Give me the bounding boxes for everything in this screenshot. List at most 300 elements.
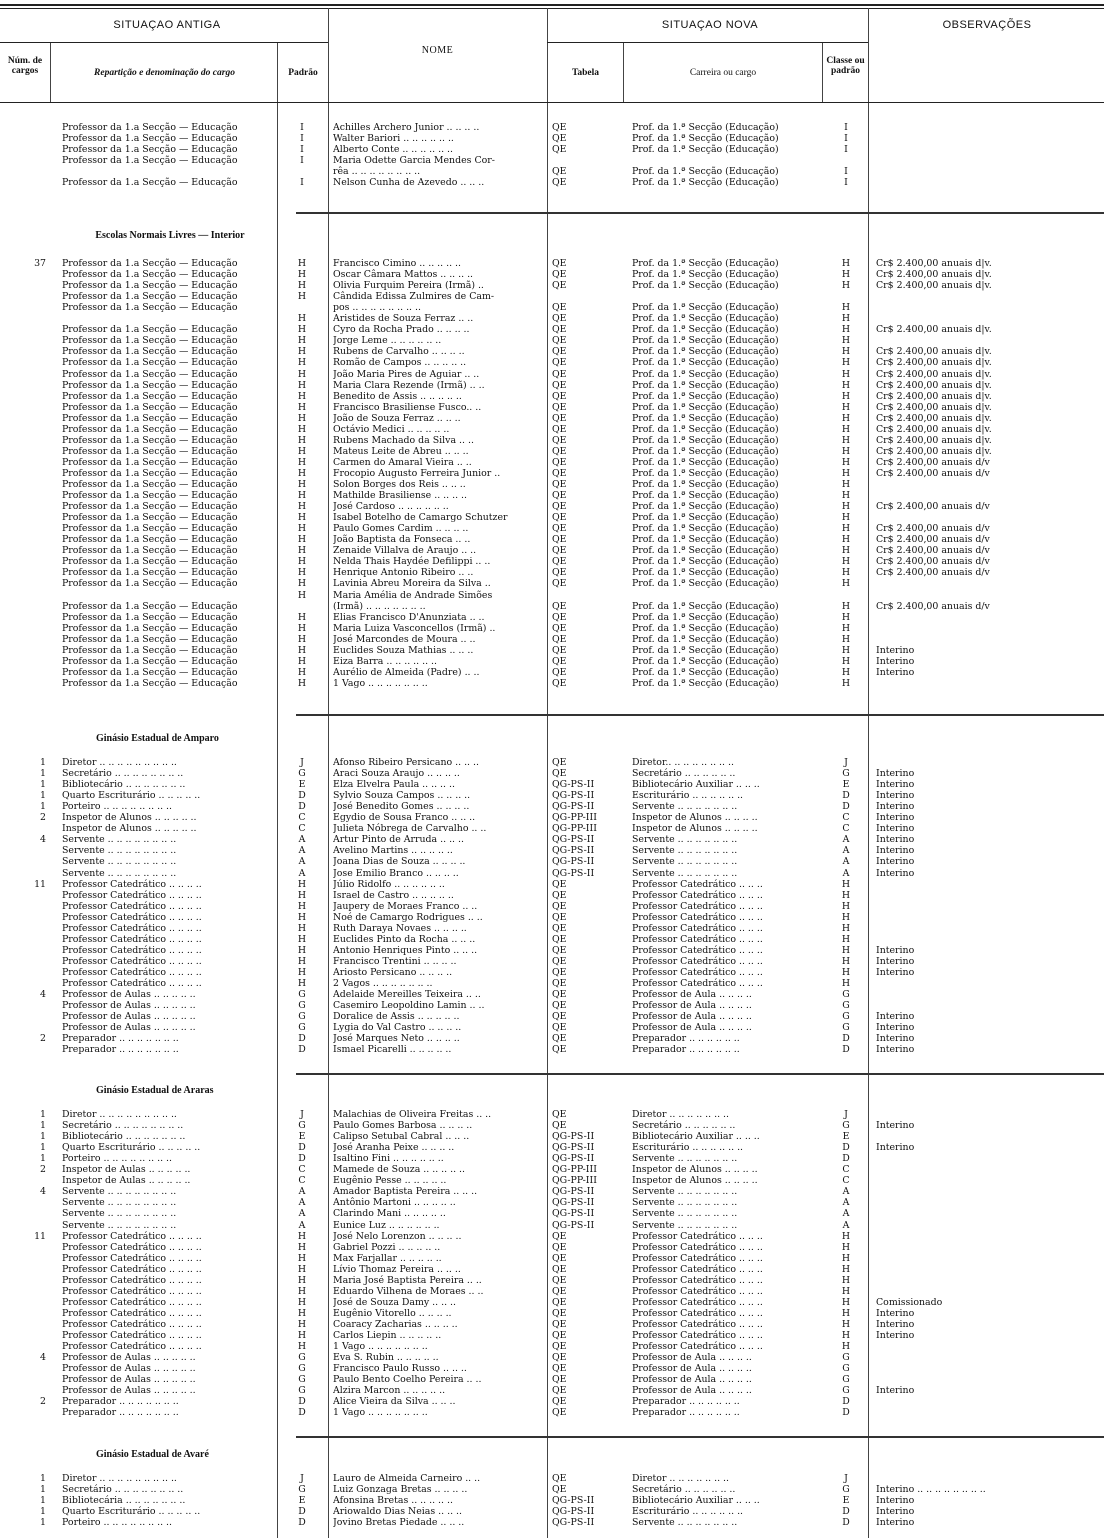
classe-cell: H	[841, 1241, 851, 1253]
tabela-cell: QE	[552, 1407, 567, 1419]
padrao-cell: H	[297, 545, 307, 557]
carreira-cell: Prof. da 1.ª Secção (Educação)	[632, 534, 779, 546]
observation-cell: Cr$ 2.400,00 anuais d/v	[876, 556, 990, 568]
classe-cell: H	[841, 955, 851, 967]
padrao-cell: H	[297, 523, 307, 535]
padrao-cell: H	[297, 313, 307, 325]
table-row	[0, 380, 1108, 391]
name-cell: Malachias de Oliveira Freitas .. ..	[333, 1109, 492, 1120]
name-cell: 1 Vago .. .. .. .. .. .. ..	[333, 1407, 428, 1419]
tabela-cell: QE	[552, 1296, 567, 1308]
tabela-cell: QE	[552, 401, 567, 413]
classe-cell: D	[842, 801, 850, 813]
carreira-cell: Prof. da 1.ª Secção (Educação)	[632, 379, 779, 391]
name-cell: Elias Francisco D'Anunziata .. ..	[333, 611, 485, 623]
classe-cell: H	[841, 280, 851, 292]
tabela-cell: QE	[552, 933, 567, 945]
num-cargos-cell: 1	[40, 1131, 46, 1143]
header-bottom-rule	[0, 102, 1104, 103]
old-position-cell: Professor da 1.a Secção — Educação	[62, 155, 238, 167]
padrao-cell: H	[297, 933, 307, 945]
table-row	[0, 656, 1108, 667]
name-cell: 1 Vago .. .. .. .. .. .. ..	[333, 1341, 428, 1353]
observation-cell: Cr$ 2.400,00 anuais d/v	[876, 600, 990, 612]
carreira-cell: Prof. da 1.ª Secção (Educação)	[632, 313, 779, 325]
old-position-cell: Bibliotecária .. .. .. .. .. .. ..	[62, 1495, 186, 1507]
carreira-cell: Professor Catedrático .. .. ..	[632, 1341, 763, 1353]
padrao-cell: H	[297, 622, 307, 634]
num-cargos-cell: 4	[40, 834, 46, 846]
name-cell: Alice Vieira da Silva .. .. ..	[333, 1396, 456, 1408]
classe-cell: H	[841, 911, 851, 923]
old-position-cell: Professor da 1.a Secção — Educação	[62, 357, 238, 369]
tabela-cell: QE	[552, 1263, 567, 1275]
observation-cell: Interino	[876, 1044, 915, 1056]
carreira-cell: Bibliotecário Auxiliar .. .. ..	[632, 779, 760, 791]
table-row	[0, 479, 1108, 490]
observation-cell: Interino	[876, 779, 915, 791]
table-row	[0, 1473, 1108, 1484]
old-position-cell: Porteiro .. .. .. .. .. .. .. ..	[62, 1153, 173, 1165]
padrao-cell: C	[298, 812, 306, 824]
table-row	[0, 1011, 1108, 1022]
padrao-cell: D	[298, 790, 306, 802]
classe-cell: H	[841, 302, 851, 314]
classe-cell: H	[841, 677, 851, 689]
padrao-cell: D	[298, 1033, 306, 1045]
padrao-cell: I	[300, 133, 304, 145]
old-position-cell: Servente .. .. .. .. .. .. .. ..	[62, 1186, 177, 1198]
old-position-cell: Preparador .. .. .. .. .. .. ..	[62, 1407, 179, 1419]
observation-cell: Interino	[876, 856, 915, 868]
padrao-cell: H	[297, 978, 307, 989]
tabela-cell: QE	[552, 368, 567, 380]
name-cell: Noé de Camargo Rodrigues .. ..	[333, 911, 483, 923]
table-row	[0, 634, 1108, 645]
carreira-cell: Prof. da 1.ª Secção (Educação)	[632, 166, 779, 178]
name-cell: Alberto Conte .. .. .. .. .. ..	[333, 144, 454, 156]
classe-cell: D	[842, 1033, 850, 1045]
observation-cell: Interino	[876, 1011, 915, 1023]
classe-cell: H	[841, 1285, 851, 1297]
table-row	[0, 424, 1108, 435]
observation-cell: Interino	[876, 966, 915, 978]
table-row	[0, 302, 1108, 313]
padrao-cell: H	[297, 944, 307, 956]
table-row	[0, 523, 1108, 534]
num-cargos-cell: 1	[40, 1153, 46, 1165]
tabela-cell: QE	[552, 768, 567, 780]
carreira-cell: Prof. da 1.ª Secção (Educação)	[632, 633, 779, 645]
old-position-cell: Professor da 1.a Secção — Educação	[62, 611, 238, 623]
tabela-cell: QE	[552, 578, 567, 590]
name-cell: Eiza Barra .. .. .. .. .. ..	[333, 655, 438, 667]
name-cell: Octávio Medici .. .. .. .. ..	[333, 423, 450, 435]
name-cell: Olivia Furquim Pereira (Irmã) ..	[333, 280, 484, 292]
carreira-cell: Escriturário .. .. .. .. .. ..	[632, 790, 744, 802]
name-cell: Lavinia Abreu Moreira da Silva ..	[333, 578, 491, 590]
old-position-cell: Professor da 1.a Secção — Educação	[62, 423, 238, 435]
num-cargos-cell: 4	[40, 1186, 46, 1198]
padrao-cell: J	[300, 757, 304, 768]
table-row	[0, 1374, 1108, 1385]
table-row	[0, 133, 1108, 144]
tabela-cell: QG-PS-II	[552, 1197, 595, 1209]
num-cargos-cell: 1	[40, 1484, 46, 1496]
old-position-cell: Professor da 1.a Secção — Educação	[62, 177, 238, 189]
table-row	[0, 601, 1108, 612]
padrao-cell: H	[297, 556, 307, 568]
old-position-cell: Professor da 1.a Secção — Educação	[62, 556, 238, 568]
name-cell: Rubens de Carvalho .. .. .. ..	[333, 346, 465, 358]
carreira-cell: Professor de Aula .. .. .. ..	[632, 1352, 752, 1364]
tabela-cell: QE	[552, 900, 567, 912]
name-cell: Rubens Machado da Silva .. ..	[333, 434, 474, 446]
old-position-cell: Professor da 1.a Secção — Educação	[62, 655, 238, 667]
old-position-cell: Professor da 1.a Secção — Educação	[62, 445, 238, 457]
tabela-cell: QG-PS-II	[552, 1219, 595, 1231]
tabela-cell: QE	[552, 412, 567, 424]
classe-cell: H	[841, 644, 851, 656]
tabela-cell: QE	[552, 1033, 567, 1045]
num-cargos-cell: 1	[40, 801, 46, 813]
name-cell: Francisco Paulo Russo .. .. ..	[333, 1363, 467, 1375]
old-position-cell: Professor Catedrático .. .. .. ..	[62, 1263, 202, 1275]
classe-cell: G	[842, 1374, 850, 1386]
padrao-cell: E	[298, 1495, 306, 1507]
padrao-cell: G	[298, 1363, 306, 1375]
classe-cell: H	[841, 622, 851, 634]
tabela-cell: QG-PS-II	[552, 779, 595, 791]
carreira-cell: Professor Catedrático .. .. ..	[632, 944, 763, 956]
carreira-cell: Diretor .. .. .. .. .. .. ..	[632, 1473, 730, 1484]
table-row	[0, 856, 1108, 867]
carreira-cell: Professor Catedrático .. .. ..	[632, 1252, 763, 1264]
tabela-cell: QE	[552, 889, 567, 901]
name-cell: José Marcondes de Moura .. ..	[333, 633, 476, 645]
classe-cell: G	[842, 1022, 850, 1034]
observation-cell: Cr$ 2.400,00 anuais d/v	[876, 456, 990, 468]
old-position-cell: Professor Catedrático .. .. .. ..	[62, 889, 202, 901]
carreira-cell: Prof. da 1.ª Secção (Educação)	[632, 523, 779, 535]
name-cell: Cândida Edissa Zulmires de Cam-	[333, 291, 495, 303]
padrao-cell: H	[297, 644, 307, 656]
padrao-cell: H	[297, 335, 307, 347]
tabela-cell: QG-PS-II	[552, 845, 595, 857]
tabela-cell: QE	[552, 567, 567, 579]
table-row	[0, 280, 1108, 291]
padrao-cell: H	[297, 666, 307, 678]
carreira-cell: Prof. da 1.ª Secção (Educação)	[632, 324, 779, 336]
table-row	[0, 1109, 1108, 1120]
tabela-cell: QE	[552, 269, 567, 281]
table-row	[0, 834, 1108, 845]
observation-cell: Interino	[876, 1506, 915, 1518]
name-cell: Israel de Castro .. .. .. .. ..	[333, 889, 454, 901]
table-row	[0, 967, 1108, 978]
padrao-cell: H	[297, 589, 307, 601]
observation-cell: Cr$ 2.400,00 anuais d|v.	[876, 368, 992, 380]
carreira-cell: Servente .. .. .. .. .. .. ..	[632, 1186, 738, 1198]
table-row	[0, 768, 1108, 779]
name-cell: Isaltino Fini .. .. .. .. .. ..	[333, 1153, 444, 1165]
table-row	[0, 1385, 1108, 1396]
classe-cell: A	[842, 1197, 850, 1209]
classe-cell: H	[841, 1274, 851, 1286]
classe-cell: I	[844, 144, 848, 156]
classe-cell: H	[841, 434, 851, 446]
tabela-cell: QE	[552, 644, 567, 656]
padrao-cell: G	[298, 1120, 306, 1132]
table-row	[0, 1341, 1108, 1352]
name-cell: Adelaide Mereilles Teixeira .. ..	[333, 989, 481, 1001]
carreira-cell: Servente .. .. .. .. .. .. ..	[632, 1219, 738, 1231]
padrao-cell: D	[298, 1396, 306, 1408]
num-cargos-cell: 2	[40, 1396, 46, 1408]
classe-cell: H	[841, 534, 851, 546]
old-position-cell: Porteiro .. .. .. .. .. .. .. ..	[62, 801, 173, 813]
padrao-cell: H	[297, 966, 307, 978]
carreira-cell: Prof. da 1.ª Secção (Educação)	[632, 346, 779, 358]
tabela-cell: QE	[552, 1000, 567, 1012]
observation-cell: Interino	[876, 955, 915, 967]
classe-cell: H	[841, 412, 851, 424]
classe-cell: D	[842, 1407, 850, 1419]
tabela-cell: QE	[552, 434, 567, 446]
padrao-cell: H	[297, 677, 307, 689]
name-cell: Euclides Pinto da Rocha .. .. ..	[333, 933, 476, 945]
section-title: Ginásio Estadual de Amparo	[96, 733, 219, 744]
padrao-cell: H	[297, 324, 307, 336]
old-position-cell: Professor de Aulas .. .. .. .. ..	[62, 1363, 196, 1375]
name-cell: Calipso Setubal Cabral .. .. ..	[333, 1131, 470, 1143]
old-position-cell: Professor Catedrático .. .. .. ..	[62, 1307, 202, 1319]
header-tabela: Tabela	[571, 68, 600, 78]
old-position-cell: Professor Catedrático .. .. .. ..	[62, 966, 202, 978]
classe-cell: H	[841, 523, 851, 535]
old-position-cell: Professor da 1.a Secção — Educação	[62, 258, 238, 269]
old-position-cell: Professor de Aulas .. .. .. .. ..	[62, 1000, 196, 1012]
carreira-cell: Professor Catedrático .. .. ..	[632, 1296, 763, 1308]
name-cell: Júlio Ridolfo .. .. .. .. .. ..	[333, 878, 445, 890]
name-cell: José Marques Neto .. .. .. ..	[333, 1033, 460, 1045]
name-cell: Solon Borges dos Reis .. .. ..	[333, 479, 466, 490]
padrao-cell: H	[297, 467, 307, 479]
padrao-cell: H	[297, 501, 307, 513]
table-row	[0, 1044, 1108, 1055]
old-position-cell: Servente .. .. .. .. .. .. .. ..	[62, 856, 177, 868]
table-row	[0, 1352, 1108, 1363]
observation-cell: Interino	[876, 1142, 915, 1154]
table-row	[0, 501, 1108, 512]
table-row	[0, 1396, 1108, 1407]
classe-cell: H	[841, 269, 851, 281]
name-cell: Aristides de Souza Ferraz .. ..	[333, 313, 474, 325]
tabela-cell: QE	[552, 757, 567, 768]
carreira-cell: Professor Catedrático .. .. ..	[632, 889, 763, 901]
padrao-cell: H	[297, 479, 307, 490]
carreira-cell: Servente .. .. .. .. .. .. ..	[632, 845, 738, 857]
classe-cell: H	[841, 490, 851, 502]
carreira-cell: Prof. da 1.ª Secção (Educação)	[632, 644, 779, 656]
header-classe: Classe ou padrão	[826, 56, 865, 76]
name-cell: Clarindo Mani .. .. .. .. ..	[333, 1208, 446, 1220]
classe-cell: J	[844, 757, 848, 768]
carreira-cell: Prof. da 1.ª Secção (Educação)	[632, 611, 779, 623]
name-cell: João Baptista da Fonseca .. ..	[333, 534, 471, 546]
table-row	[0, 1363, 1108, 1374]
tabela-cell: QG-PS-II	[552, 1506, 595, 1518]
carreira-cell: Professor Catedrático .. .. ..	[632, 1263, 763, 1275]
old-position-cell: Professor Catedrático .. .. .. ..	[62, 944, 202, 956]
padrao-cell: J	[300, 1109, 304, 1120]
padrao-cell: H	[297, 512, 307, 524]
classe-cell: A	[842, 845, 850, 857]
carreira-cell: Professor Catedrático .. .. ..	[632, 1307, 763, 1319]
carreira-cell: Secretário .. .. .. .. .. ..	[632, 1120, 736, 1132]
padrao-cell: C	[298, 1164, 306, 1176]
tabela-cell: QE	[552, 1363, 567, 1375]
carreira-cell: Prof. da 1.ª Secção (Educação)	[632, 390, 779, 402]
padrao-cell: H	[297, 357, 307, 369]
old-position-cell: Quarto Escriturário .. .. .. .. ..	[62, 790, 201, 802]
padrao-cell: A	[298, 1186, 306, 1198]
carreira-cell: Professor Catedrático .. .. ..	[632, 1274, 763, 1286]
classe-cell: D	[842, 1506, 850, 1518]
table-row	[0, 1286, 1108, 1297]
carreira-cell: Inspetor de Alunos .. .. .. ..	[632, 1175, 758, 1187]
classe-cell: A	[842, 856, 850, 868]
carreira-cell: Bibliotecário Auxiliar .. .. ..	[632, 1495, 760, 1507]
carreira-cell: Secretário .. .. .. .. .. ..	[632, 1484, 736, 1496]
section-separator	[296, 1073, 1104, 1075]
old-position-cell: Professor Catedrático .. .. .. ..	[62, 1230, 202, 1242]
padrao-cell: G	[298, 768, 306, 780]
old-position-cell: Bibliotecário .. .. .. .. .. .. ..	[62, 779, 186, 791]
padrao-cell: H	[297, 1318, 307, 1330]
padrao-cell: G	[298, 1484, 306, 1496]
old-position-cell: Professor da 1.a Secção — Educação	[62, 269, 238, 281]
classe-cell: G	[842, 1000, 850, 1012]
classe-cell: H	[841, 1296, 851, 1308]
carreira-cell: Prof. da 1.ª Secção (Educação)	[632, 144, 779, 156]
padrao-cell: H	[297, 445, 307, 457]
carreira-cell: Prof. da 1.ª Secção (Educação)	[632, 567, 779, 579]
padrao-cell: A	[298, 1219, 306, 1231]
name-cell: José Nelo Lorenzon .. .. .. ..	[333, 1230, 462, 1242]
old-position-cell: Professor da 1.a Secção — Educação	[62, 324, 238, 336]
carreira-cell: Secretário .. .. .. .. .. ..	[632, 768, 736, 780]
tabela-cell: QE	[552, 280, 567, 292]
section-title: Ginásio Estadual de Araras	[96, 1085, 214, 1096]
observation-cell: Interino	[876, 823, 915, 835]
observation-cell: Interino	[876, 867, 915, 879]
padrao-cell: H	[297, 346, 307, 358]
table-row	[0, 1308, 1108, 1319]
padrao-cell: H	[297, 390, 307, 402]
name-cell: 1 Vago .. .. .. .. .. .. ..	[333, 677, 428, 689]
padrao-cell: H	[297, 423, 307, 435]
classe-cell: H	[841, 922, 851, 934]
carreira-cell: Prof. da 1.ª Secção (Educação)	[632, 501, 779, 513]
padrao-cell: H	[297, 412, 307, 424]
name-cell: Ariosto Persicano .. .. .. ..	[333, 966, 453, 978]
old-position-cell: Professor Catedrático .. .. .. ..	[62, 911, 202, 923]
old-position-cell: Professor de Aulas .. .. .. .. ..	[62, 1385, 196, 1397]
old-position-cell: Professor de Aulas .. .. .. .. ..	[62, 1352, 196, 1364]
observation-cell: Cr$ 2.400,00 anuais d/v	[876, 545, 990, 557]
observation-cell: Interino	[876, 1330, 915, 1341]
classe-cell: H	[841, 512, 851, 524]
old-position-cell: Diretor .. .. .. .. .. .. .. .. ..	[62, 757, 177, 768]
padrao-cell: G	[298, 989, 306, 1001]
name-cell: Cyro da Rocha Prado .. .. .. ..	[333, 324, 470, 336]
tabela-cell: QE	[552, 666, 567, 678]
table-row	[0, 890, 1108, 901]
num-cargos-cell: 1	[40, 779, 46, 791]
tabela-cell: QE	[552, 379, 567, 391]
old-position-cell: Professor de Aulas .. .. .. .. ..	[62, 1011, 196, 1023]
classe-cell: H	[841, 423, 851, 435]
tabela-cell: QE	[552, 335, 567, 347]
table-row	[0, 1264, 1108, 1275]
name-cell: Eva S. Rubin .. .. .. .. ..	[333, 1352, 439, 1364]
name-cell: Oscar Câmara Mattos .. .. .. ..	[333, 269, 474, 281]
table-row	[0, 790, 1108, 801]
tabela-cell: QE	[552, 1120, 567, 1132]
tabela-cell: QG-PS-II	[552, 1208, 595, 1220]
table-row	[0, 369, 1108, 380]
tabela-cell: QE	[552, 523, 567, 535]
padrao-cell: H	[297, 534, 307, 546]
classe-cell: E	[842, 1495, 850, 1507]
table-row	[0, 590, 1108, 601]
observation-cell: Cr$ 2.400,00 anuais d|v.	[876, 357, 992, 369]
old-position-cell: Professor da 1.a Secção — Educação	[62, 644, 238, 656]
name-cell: Frocopio Augusto Ferreira Junior ..	[333, 467, 501, 479]
old-position-cell: Professor da 1.a Secção — Educação	[62, 412, 238, 424]
old-position-cell: Professor Catedrático .. .. .. ..	[62, 1252, 202, 1264]
observation-cell: Cr$ 2.400,00 anuais d/v	[876, 501, 990, 513]
padrao-cell: D	[298, 801, 306, 813]
old-position-cell: Professor da 1.a Secção — Educação	[62, 490, 238, 502]
num-cargos-cell: 1	[40, 757, 46, 768]
padrao-cell: D	[298, 1044, 306, 1056]
old-position-cell: Preparador .. .. .. .. .. .. ..	[62, 1033, 179, 1045]
carreira-cell: Diretor.. .. .. .. .. .. .. ..	[632, 757, 734, 768]
tabela-cell: QG-PS-II	[552, 1495, 595, 1507]
observation-cell: Interino	[876, 801, 915, 813]
num-cargos-cell: 11	[34, 1230, 46, 1242]
padrao-cell: G	[298, 1000, 306, 1012]
old-position-cell: Professor da 1.a Secção — Educação	[62, 144, 238, 156]
table-row	[0, 155, 1108, 166]
name-cell: Coaracy Zacharias .. .. .. ..	[333, 1318, 458, 1330]
table-row	[0, 1000, 1108, 1011]
table-row	[0, 1231, 1108, 1242]
carreira-cell: Inspetor de Alunos .. .. .. ..	[632, 812, 758, 824]
name-cell: Ariowaldo Dias Neias .. .. ..	[333, 1506, 462, 1518]
carreira-cell: Prof. da 1.ª Secção (Educação)	[632, 412, 779, 424]
tabela-cell: QE	[552, 1230, 567, 1242]
name-cell: Zenaide Villalva de Araujo .. ..	[333, 545, 477, 557]
header-subrule-right	[547, 42, 868, 43]
classe-cell: H	[841, 401, 851, 413]
top-rule-thin	[0, 8, 1104, 9]
observation-cell: Cr$ 2.400,00 anuais d|v.	[876, 379, 992, 391]
table-row	[0, 956, 1108, 967]
old-position-cell: Professor Catedrático .. .. .. ..	[62, 1330, 202, 1341]
